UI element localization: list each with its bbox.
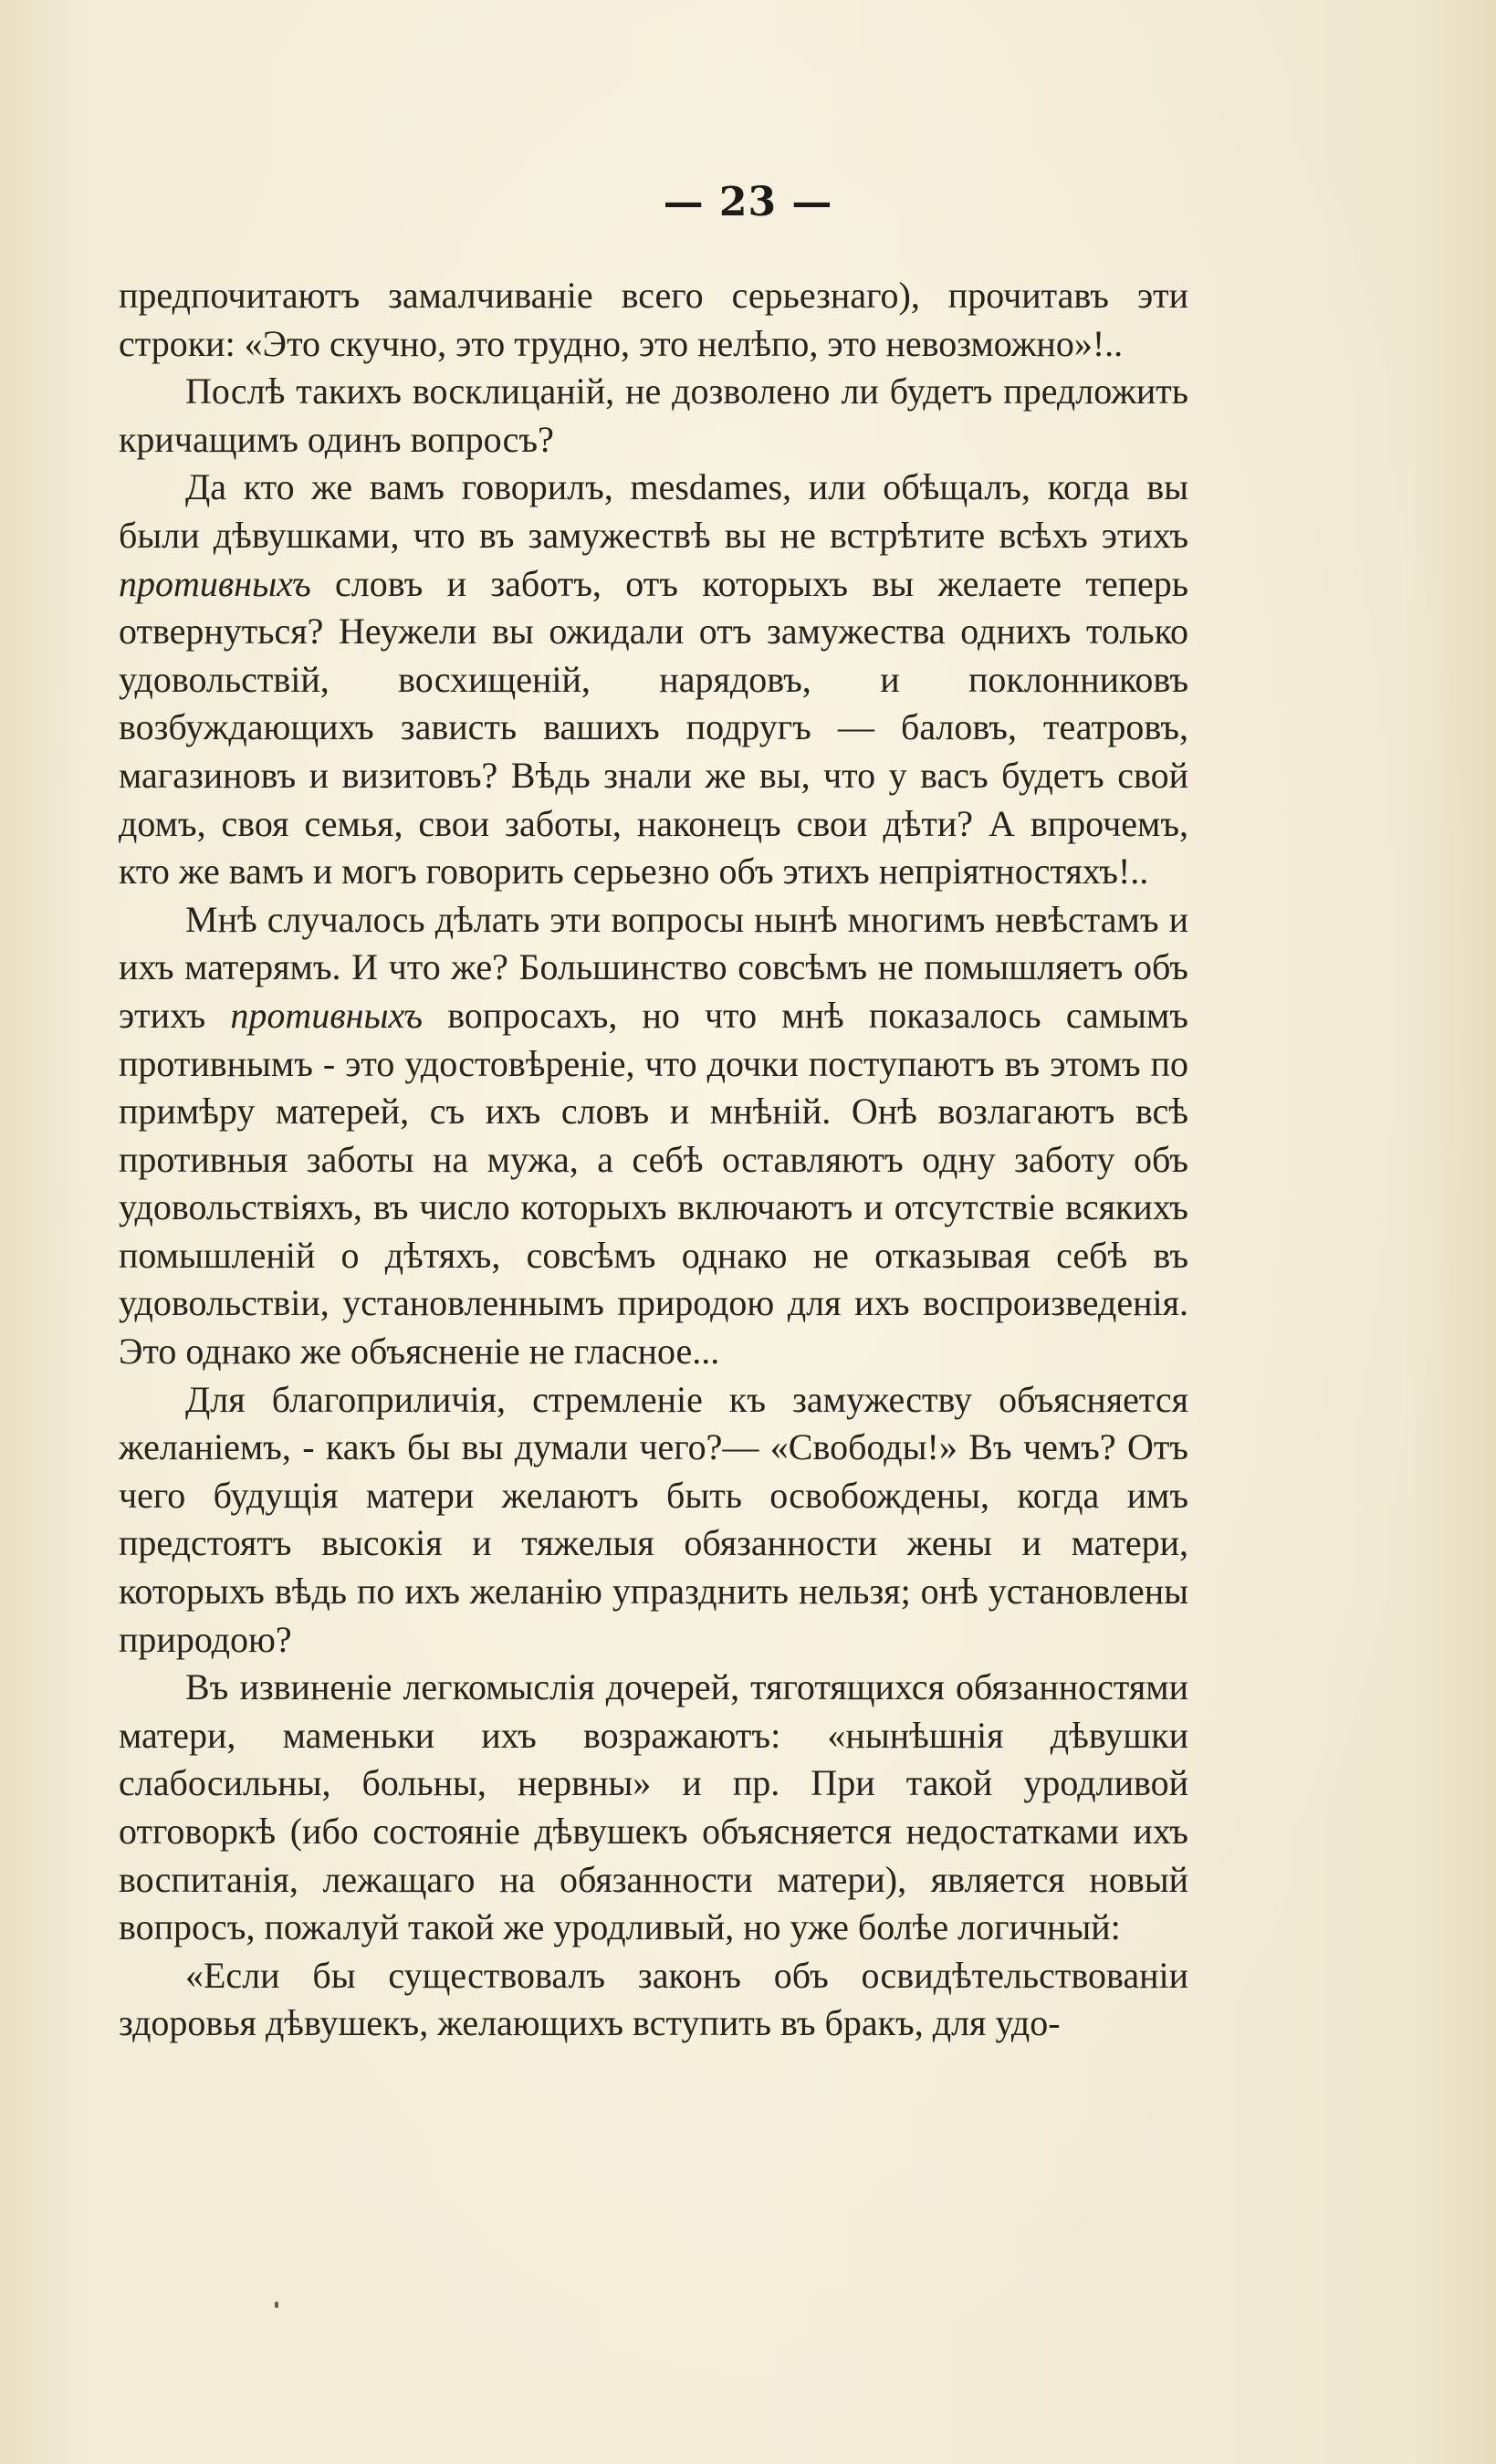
- paragraph: [119, 272, 1188, 368]
- paragraph: [119, 1952, 1188, 2048]
- italic-word: противныхъ: [119, 562, 311, 604]
- paragraph: [119, 368, 1188, 464]
- text-run: Да кто же вамъ говорилъ, mesdames, или обѣщалъ, когда вы были дѣвушками, что въ замужествѣ вы не встрѣтите всѣхъ этихъ: [119, 466, 1188, 556]
- text-run: Мнѣ случалось дѣлать эти вопросы нынѣ многимъ невѣстамъ и ихъ матерямъ. И что же? Большинство совсѣмъ не помышляетъ объ этихъ: [119, 898, 1188, 1036]
- page-number: — 23 —: [663, 179, 833, 225]
- text-run: «Если бы существовалъ законъ объ освидѣтельствованіи здоровья дѣвушекъ, желающихъ вступить въ бракъ, для удо-: [119, 1954, 1188, 2044]
- paragraph: [119, 1664, 1188, 1952]
- text-run: словъ и заботъ, отъ которыхъ вы желаете теперь отвернуться? Неужели вы ожидали отъ замужества однихъ только удовольствій, восхищеній, нарядовъ, и поклонниковъ возбуждающихъ зависть вашихъ подругъ — баловъ, театровъ, магазиновъ и визитовъ? Вѣдь знали же вы, что у васъ будетъ свой домъ, своя семья, свои заботы, наконецъ свои дѣти? А впрочемъ, кто же вамъ и могъ говорить серьезно объ этихъ непріятностяхъ!..: [119, 562, 1188, 893]
- text-run: Послѣ такихъ восклицаній, не дозволено ли будетъ предложить кричащимъ одинъ вопросъ?: [119, 371, 1188, 460]
- text-run: предпочитаютъ замалчиваніе всего серьезнаго), прочитавъ эти строки: «Это скучно, это трудно, это нелѣпо, это невозможно»!..: [119, 275, 1188, 364]
- paragraph: [119, 464, 1188, 895]
- text-run: вопросахъ, но что мнѣ показалось самымъ противнымъ - это удостовѣреніе, что дочки поступаютъ въ этомъ по примѣру матерей, съ ихъ словъ и мнѣній. Онѣ возлагаютъ всѣ противныя заботы на мужа, а себѣ оставляютъ одну заботу объ удовольствіяхъ, въ число которыхъ включаютъ и отсутствіе всякихъ помышленій о дѣтяхъ, совсѣмъ однако не отказывая себѣ въ удовольствіи, установленнымъ природою для ихъ воспроизведенія. Это однако же объясненіе не гласное...: [119, 994, 1188, 1373]
- body-text: [119, 272, 1188, 2048]
- paragraph: [119, 896, 1188, 1376]
- print-speck: [275, 2302, 278, 2308]
- paragraph: [119, 1376, 1188, 1665]
- italic-word: противныхъ: [230, 994, 424, 1036]
- text-run: Въ извиненіе легкомыслія дочерей, тяготящихся обязанностями матери, маменьки ихъ возражаютъ: «нынѣшнія дѣвушки слабосильны, больны, нервны» и пр. При такой уродливой отговоркѣ (ибо состояніе дѣвушекъ объясняется недостатками ихъ воспитанія, лежащаго на обязанности матери), является новый вопросъ, пожалуй такой же уродливый, но уже болѣе логичный:: [119, 1666, 1188, 1948]
- text-run: Для благоприличія, стремленіе къ замужеству объясняется желаніемъ, - какъ бы вы думали чего?— «Свободы!» Въ чемъ? Отъ чего будущія матери желаютъ быть освобождены, когда имъ предстоятъ высокія и тяжелыя обязанности жены и матери, которыхъ вѣдь по ихъ желанію упразднить нельзя; онѣ установлены природою?: [119, 1378, 1188, 1660]
